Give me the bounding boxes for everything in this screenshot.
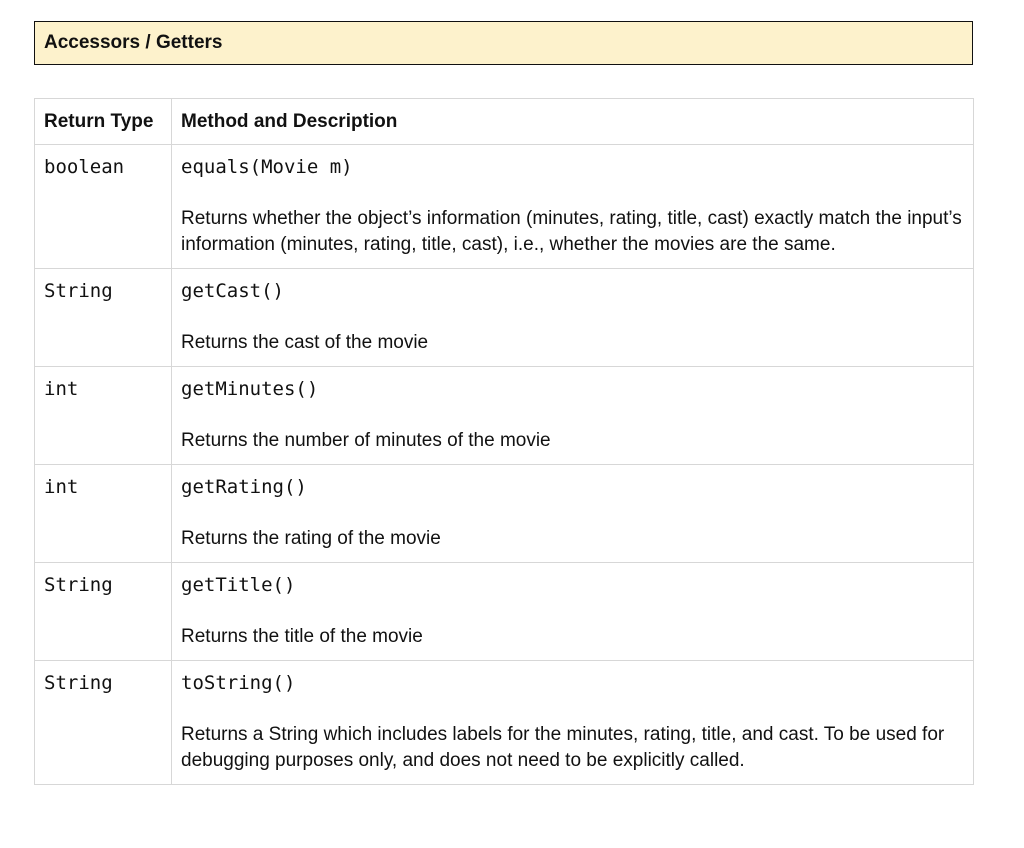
table-row <box>35 563 974 661</box>
method-cell <box>172 563 974 661</box>
method-cell <box>172 269 974 367</box>
method-description: Returns whether the object’s information (minutes, rating, title, cast) exactly match the input’s information (minutes, rating, title, cast), i.e., whether the movies are the same. <box>181 208 962 255</box>
return-type-cell: String <box>35 269 172 367</box>
method-description: Returns the title of the movie <box>181 626 423 647</box>
method-cell <box>172 367 974 465</box>
section-header <box>34 21 973 65</box>
table-row <box>35 145 974 269</box>
method-signature: equals(Movie m) <box>181 156 353 178</box>
method-description: Returns the cast of the movie <box>181 332 429 353</box>
method-signature: getTitle() <box>181 574 296 596</box>
table-row <box>35 661 974 785</box>
return-type-header: Return Type <box>35 99 172 145</box>
return-type-cell: boolean <box>35 145 172 269</box>
table-row <box>35 367 974 465</box>
method-description: Returns a String which includes labels for the minutes, rating, title, and cast. To be used for debugging purposes only, and does not need to be explicitly called. <box>181 724 945 771</box>
return-type-cell: String <box>35 661 172 785</box>
return-type-cell: int <box>35 465 172 563</box>
method-description: Returns the number of minutes of the movie <box>181 430 551 451</box>
return-type-cell: String <box>35 563 172 661</box>
table-header-row <box>35 99 974 145</box>
method-signature: toString() <box>181 672 296 694</box>
method-signature: getCast() <box>181 280 284 302</box>
method-cell <box>172 465 974 563</box>
method-cell <box>172 661 974 785</box>
method-description-header: Method and Description <box>172 99 974 145</box>
method-signature: getMinutes() <box>181 378 319 400</box>
return-type-cell: int <box>35 367 172 465</box>
table-row <box>35 269 974 367</box>
method-table <box>34 98 974 785</box>
method-signature: getRating() <box>181 476 307 498</box>
section-title: Accessors / Getters <box>44 32 223 53</box>
table-row <box>35 465 974 563</box>
method-description: Returns the rating of the movie <box>181 528 441 549</box>
method-cell <box>172 145 974 269</box>
